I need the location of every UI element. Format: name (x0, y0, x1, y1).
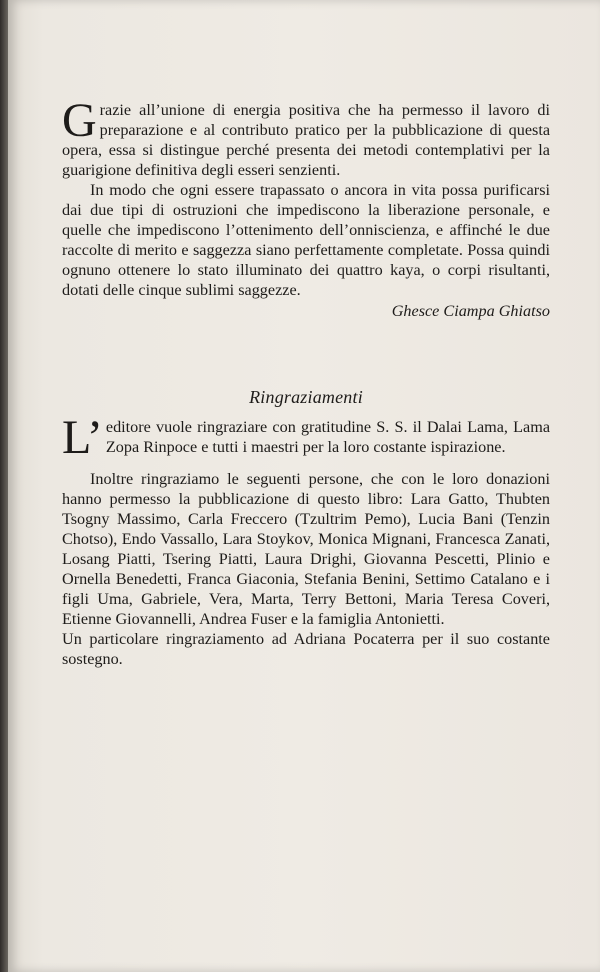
author-signature: Ghesce Ciampa Ghiatso (391, 302, 550, 320)
dedication-paragraph: In modo che ogni essere trapassato o ancora in vita possa purificarsi dai due tipi di ostruzioni che impediscono la liberazione personale, e quelle che impediscono l’ottenimento dell’onniscienza, e affinché le due raccolte di merito e saggezza siano perfettamente completate. Possa quindi ognuno ottenere lo stato illuminato dei quattro kaya, o corpi risultanti, dotati delle cinque sublimi saggezze. (62, 181, 550, 299)
acknowledgements-paragraph-1-text: editore vuole ringraziare con gratitudine S. S. il Dalai Lama, Lama Zopa Rinpoce e tutti i maestri per la loro costante ispirazione. (105, 418, 550, 456)
book-page (8, 0, 600, 972)
special-thanks-paragraph: Un particolare ringraziamento ad Adriana Pocaterra per il suo costante sostegno. (62, 630, 550, 668)
acknowledgements-paragraph-1 (62, 411, 550, 464)
book-spine-shadow (0, 0, 8, 972)
intro-paragraph (62, 94, 550, 180)
page-content (62, 94, 550, 669)
dropcap-g: G (62, 94, 97, 147)
dropcap-l: L’ (62, 411, 103, 464)
donors-paragraph: Inoltre ringraziamo le seguenti persone, che con le loro donazioni hanno permesso la pubblicazione di questo libro: Lara Gatto, Thubten Tsogny Massimo, Carla Freccero (Tzultrim Pemo), Lucia Bani (Tenzin Chotso), Endo Vassallo, Lara Stoykov, Monica Mignani, Francesca Zanati, Losang Piatti, Tsering Piatti, Laura Drighi, Giovanna Pescetti, Plinio e Ornella Benedetti, Franca Giaconia, Stefania Benini, Settimo Catalano e i figli Uma, Gabriele, Vera, Marta, Terry Bettoni, Maria Teresa Coveri, Etienne Giovannelli, Andrea Fuser e la famiglia Antonietti. (62, 470, 550, 628)
acknowledgements-title: Ringraziamenti (249, 387, 363, 407)
intro-paragraph-text: razie all’unione di energia positiva che ha permesso il lavoro di preparazione e al contributo pratico per la pubblicazione di questa opera, essa si distingue perché presenta dei metodi contemplativi per la guarigione definitiva degli esseri senzienti. (62, 101, 550, 179)
